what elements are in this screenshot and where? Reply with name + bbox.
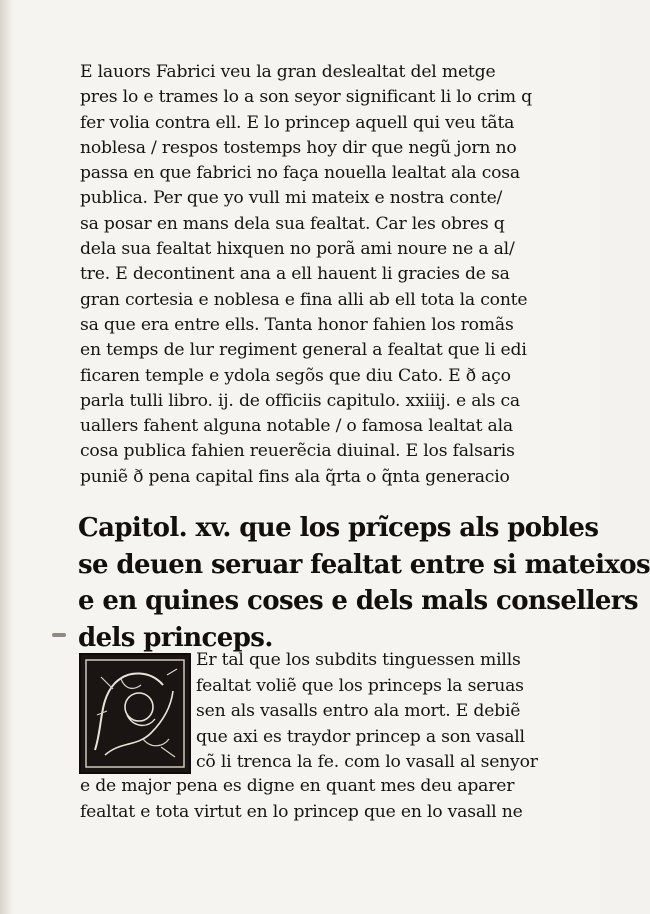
text-line: fer volia contra ell. E lo princep aquell qui veu tãta xyxy=(80,112,515,133)
text-line: en temps de lur regiment general a fealtat que li edi xyxy=(80,340,527,361)
text-line: fealtat voliẽ que los princeps la seruas xyxy=(196,675,524,696)
text-line: e de major pena es digne en quant mes deu aparer xyxy=(80,776,515,796)
heading-line: dels princeps. xyxy=(78,622,273,653)
heading-line: se deuen seruar fealtat entre si mateixos xyxy=(78,549,650,580)
text-line: Er tal que los subdits tinguessen mills xyxy=(196,650,521,670)
heading-line: e en quines coses e dels mals consellers xyxy=(78,586,638,616)
text-line: parla tulli libro. ij. de officiis capitulo. xxiiij. e als ca xyxy=(80,390,520,411)
text-line: fealtat e tota virtut en lo princep que en lo vasall ne xyxy=(80,801,523,822)
text-line: passa en que fabrici no faça nouella lealtat ala cosa xyxy=(80,163,520,184)
text-line: cosa publica fahien reuerẽcia diuinal. E los falsaris xyxy=(80,441,515,462)
text-line: ficaren temple e ydola segõs que diu Cato. E ð aço xyxy=(80,365,511,386)
page-gutter xyxy=(0,0,14,914)
text-line: puniẽ ð pena capital fins ala q̃rta o q̃nta generacio xyxy=(80,466,510,487)
text-line: tre. E decontinent ana a ell hauent li gracies de sa xyxy=(80,264,510,285)
text-line: uallers fahent alguna notable / o famosa lealtat ala xyxy=(80,416,513,437)
upper-paragraph xyxy=(80,60,575,490)
text-line: dela sua fealtat hixquen no porã ami noure ne a al/ xyxy=(80,239,515,260)
text-line: sa posar en mans dela sua fealtat. Car les obres q xyxy=(80,213,505,234)
woodcut-initial xyxy=(79,653,191,774)
text-line: publica. Per que yo vull mi mateix e nostra conte/ xyxy=(80,188,503,209)
heading-line: Capitol. xv. que los prĩceps als pobles xyxy=(78,513,599,543)
text-line: que axi es traydor princep a son vasall xyxy=(196,726,525,747)
margin-mark xyxy=(52,633,66,637)
chapter-heading xyxy=(78,510,650,656)
text-line: pres lo e trames lo a son seyor significant li lo crim q xyxy=(80,87,532,108)
paragraph-beside-initial xyxy=(196,648,574,776)
text-line: E lauors Fabrici veu la gran deslealtat del metge xyxy=(80,62,496,82)
text-line: gran cortesia e noblesa e fina alli ab ell tota la conte xyxy=(80,289,528,310)
decorative-initial-icon xyxy=(81,655,189,772)
text-line: cõ li trenca la fe. com lo vasall al senyor xyxy=(196,752,538,773)
text-line: noblesa / respos tostemps hoy dir que negũ jorn no xyxy=(80,137,517,158)
text-line: sen als vasalls entro ala mort. E debiẽ xyxy=(196,701,521,722)
paragraph-continued xyxy=(80,774,575,825)
text-line: sa que era entre ells. Tanta honor fahien los romãs xyxy=(80,314,514,335)
